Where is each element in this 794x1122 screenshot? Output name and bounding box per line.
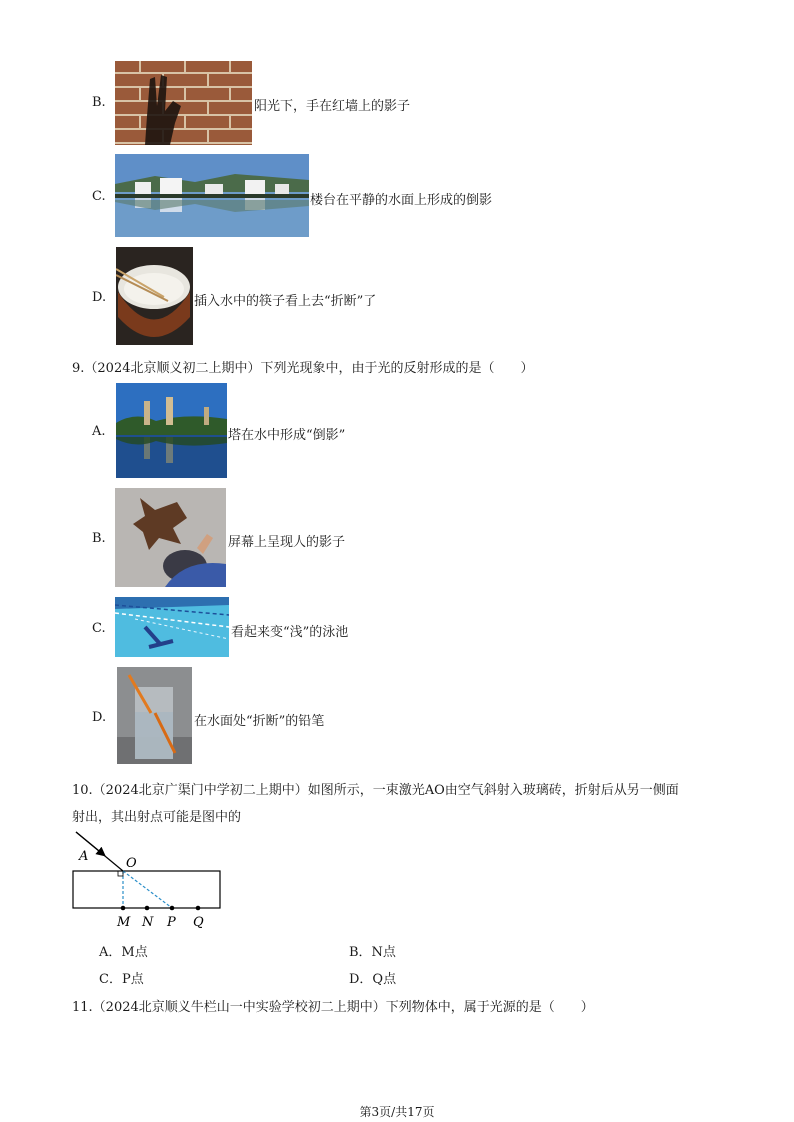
pavilion-reflection-image	[115, 154, 309, 237]
q10-option-d: D．Q点	[349, 972, 397, 987]
label-q: Q	[193, 915, 204, 930]
pagoda-reflection-image	[116, 383, 227, 478]
label-o: O	[126, 856, 137, 871]
q9-stem: 9.（2024北京顺义初二上期中）下列光现象中，由于光的反射形成的是（ ）	[72, 361, 534, 376]
point-q	[196, 906, 201, 911]
page-footer: 第3页/共17页	[359, 1105, 435, 1119]
q8-option-d-caption: 插入水中的筷子看上去“折断”了	[194, 294, 377, 309]
point-m	[121, 906, 126, 911]
q9-option-d-letter: D.	[92, 710, 107, 725]
q8-option-c-caption: 楼台在平静的水面上形成的倒影	[310, 193, 493, 208]
right-angle-mark	[118, 871, 123, 876]
glass-brick-refraction-diagram	[66, 830, 236, 930]
q8-option-b-letter: B.	[92, 95, 106, 110]
point-p	[170, 906, 175, 911]
q8-option-c-letter: C.	[92, 189, 106, 204]
label-m: M	[117, 915, 131, 930]
label-a: A	[79, 849, 89, 864]
point-n	[145, 906, 150, 911]
chopsticks-in-water-bowl-image	[116, 247, 193, 345]
q9-option-c-caption: 看起来变“浅”的泳池	[231, 625, 349, 640]
glass-brick	[73, 871, 220, 908]
label-p: P	[167, 915, 176, 930]
q11-stem: 11.（2024北京顺义牛栏山一中实验学校初二上期中）下列物体中，属于光源的是（ ）	[72, 1000, 594, 1015]
q9-option-a-caption: 塔在水中形成“倒影”	[228, 428, 346, 443]
q9-option-a-letter: A.	[92, 424, 106, 439]
q10-stem-line1: 10.（2024北京广渠门中学初二上期中）如图所示，一束激光AO由空气斜射入玻璃砖，折射后从另一侧面	[72, 783, 679, 798]
q9-option-b-letter: B.	[92, 531, 106, 546]
q10-option-a: A．M点	[99, 945, 148, 960]
shadow-puppet-screen-image	[115, 488, 226, 587]
q9-option-d-caption: 在水面处“折断”的铅笔	[194, 714, 325, 729]
swimming-pool-image	[115, 597, 229, 657]
label-n: N	[142, 915, 154, 930]
q10-option-b: B．N点	[349, 945, 396, 960]
q8-option-b-caption: 阳光下，手在红墙上的影子	[254, 99, 411, 114]
pencil-in-glass-image	[117, 667, 192, 764]
q9-option-c-letter: C.	[92, 621, 106, 636]
refracted-ray-dashed	[123, 871, 172, 908]
q10-option-c: C．P点	[99, 972, 144, 987]
q9-option-b-caption: 屏幕上呈现人的影子	[228, 535, 346, 550]
hand-shadow-brick-wall-image	[115, 61, 252, 145]
q10-stem-line2: 射出，其出射点可能是图中的	[72, 810, 242, 825]
q8-option-d-letter: D.	[92, 290, 107, 305]
